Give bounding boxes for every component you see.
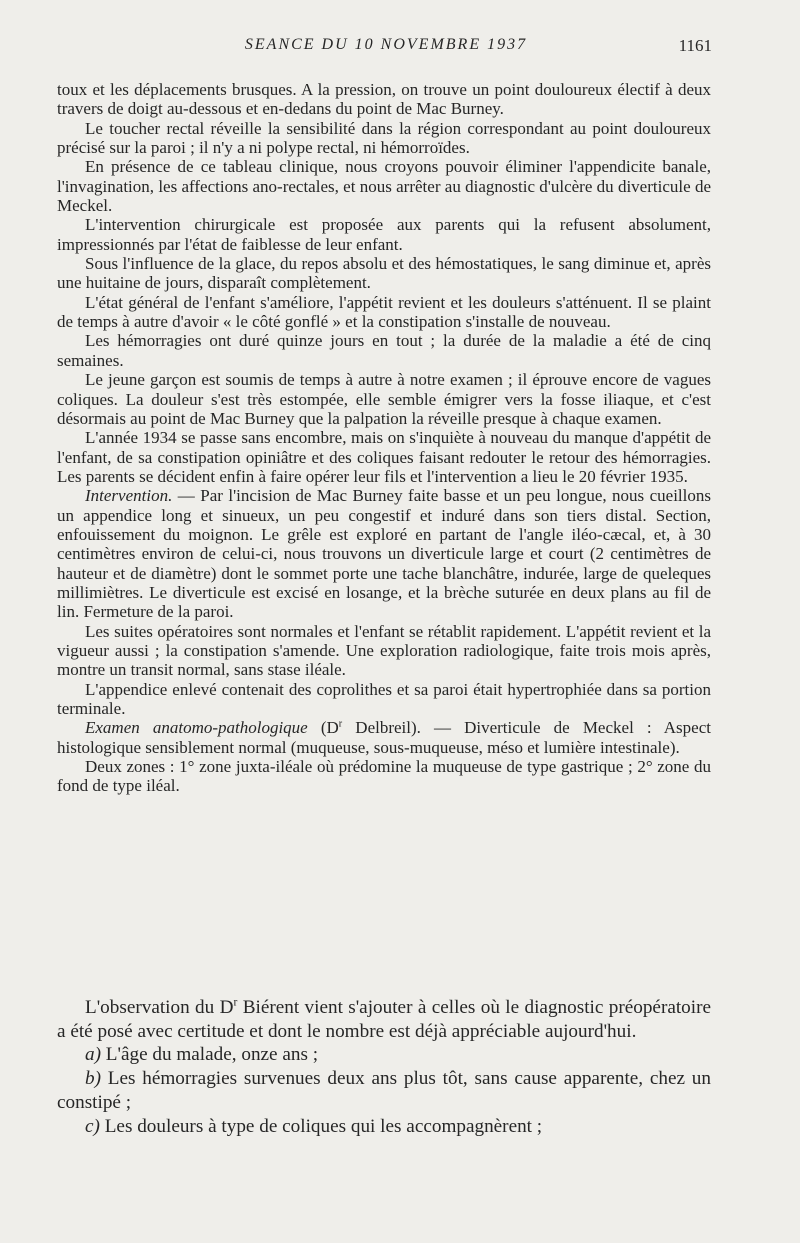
case-report-text	[57, 80, 711, 796]
paragraph	[57, 370, 711, 428]
paragraph-text: L'année 1934 se passe sans encombre, mais on s'inquiète à nouveau du manque d'appétit de l'enfant, de sa constipation opiniâtre et des coliques faisant redouter le retour des hémorragies. Les parents se décident enfin à faire opérer leur fils et l'intervention a lieu le 20 février 1935.	[57, 428, 711, 486]
paragraph-prefix: (D	[307, 718, 339, 738]
italic-lead: b)	[85, 1068, 101, 1090]
superscript: r	[233, 996, 238, 1009]
paragraph	[57, 331, 711, 370]
paragraph	[57, 486, 711, 621]
paragraph-prefix: L'observation du D	[85, 997, 234, 1018]
paragraph-text: L'intervention chirurgicale est proposée aux parents qui la refusent absolument, impressionnés par l'état de faiblesse de leur enfant.	[57, 215, 711, 254]
paragraph-text: L'état général de l'enfant s'améliore, l'appétit revient et les douleurs s'atténuent. Il se plaint de temps à autre d'avoir « le côté gonflé » et la constipation s'installe de nouveau.	[57, 292, 711, 332]
paragraph	[57, 215, 711, 254]
paragraph-text: Le jeune garçon est soumis de temps à autre à notre examen ; il éprouve encore de vagues coliques. La douleur s'est très estompée, elle semble émigrer vers la fosse iliaque, et c'est désormais au point de Mac Burney que la palpation la réveille presque à chaque examen.	[57, 370, 711, 428]
page-number: 1161	[678, 36, 712, 55]
running-title: SEANCE DU 10 NOVEMBRE 1937	[244, 36, 528, 53]
paragraph	[57, 718, 711, 757]
paragraph-text: Les douleurs à type de coliques qui les accompagnèrent ;	[99, 1115, 543, 1137]
paragraph	[57, 1043, 711, 1067]
paragraph	[57, 119, 711, 158]
paragraph	[57, 622, 711, 680]
paragraph	[57, 757, 711, 796]
italic-lead: Intervention.	[85, 486, 173, 506]
italic-lead: a)	[85, 1044, 101, 1066]
paragraph	[57, 80, 711, 119]
paragraph	[57, 996, 711, 1043]
paragraph-text: Les suites opératoires sont normales et l'enfant se rétablit rapidement. L'appétit revient et la vigueur aussi ; la constipation s'amende. Une exploration radiologique, faite trois mois après, montre un transit normal, sans stase iléale.	[57, 621, 711, 680]
paragraph	[57, 428, 711, 486]
paragraph-text: Le toucher rectal réveille la sensibilité dans la région correspondant au point douloureux précisé sur la paroi ; il n'y a ni polype rectal, ni hémorroïdes.	[57, 118, 711, 158]
paragraph	[57, 1067, 711, 1114]
paragraph-text: Les hémorragies ont duré quinze jours en tout ; la durée de la maladie a été de cinq semaines.	[57, 331, 711, 370]
paragraph-text: L'âge du malade, onze ans ;	[100, 1044, 319, 1066]
paragraph-text: Delbreil). — Diverticule de Meckel : Aspect histologique sensiblement normal (muqueuse, sous-muqueuse, méso et lumière intestinale).	[57, 718, 711, 757]
italic-lead: c)	[85, 1115, 100, 1137]
paragraph-text: Les hémorragies survenues deux ans plus tôt, sans cause apparente, chez un constipé ;	[57, 1068, 711, 1113]
paragraph-text: L'appendice enlevé contenait des coprolithes et sa paroi était hypertrophiée dans sa portion terminale.	[57, 679, 711, 718]
paragraph	[57, 1115, 711, 1139]
paragraph-text: toux et les déplacements brusques. A la pression, on trouve un point douloureux électif à deux travers de doigt au-dessous et en-dedans du point de Mac Burney.	[57, 80, 711, 119]
paragraph-text: — Par l'incision de Mac Burney faite basse et un peu longue, nous cueillons un appendice long et sinueux, un peu congestif et induré dans son tiers distal. Section, enfouissement du moignon. Le grêle est exploré en partant de l'angle iléo-cæcal, et, à 30 centimètres environ de celui-ci, nous trouvons un diverticule large et court (2 centimètres de hauteur et de diamètre) dont le sommet porte une tache blanchâtre, indurée, large de queleques millimiètres. Le diverticule est excisé en losange, et la brèche suturée en deux plans au fil de lin. Fermeture de la paroi.	[57, 486, 711, 622]
italic-lead: Examen anatomo-pathologique	[85, 718, 308, 738]
paragraph	[57, 157, 711, 215]
paragraph	[57, 293, 711, 332]
paragraph	[57, 680, 711, 719]
paragraph-text: Biérent vient s'ajouter à celles où le diagnostic préopératoire a été posé avec certitude et dont le nombre est déjà appréciable aujourd'hui.	[57, 997, 712, 1042]
superscript: r	[338, 718, 343, 730]
paragraph-text: Sous l'influence de la glace, du repos absolu et des hémostatiques, le sang diminue et, après une huitaine de jours, disparaît complètement.	[57, 254, 711, 293]
paragraph-text: En présence de ce tableau clinique, nous croyons pouvoir éliminer l'appendicite banale, l'invagination, les affections ano-rectales, et nous arrêter au diagnostic d'ulcère du diverticule de Meckel.	[57, 157, 711, 216]
paragraph	[57, 254, 711, 293]
paragraph-text: Deux zones : 1° zone juxta-iléale où prédomine la muqueuse de type gastrique ; 2° zone du fond de type iléal.	[57, 757, 711, 796]
discussion-text	[57, 996, 711, 1138]
